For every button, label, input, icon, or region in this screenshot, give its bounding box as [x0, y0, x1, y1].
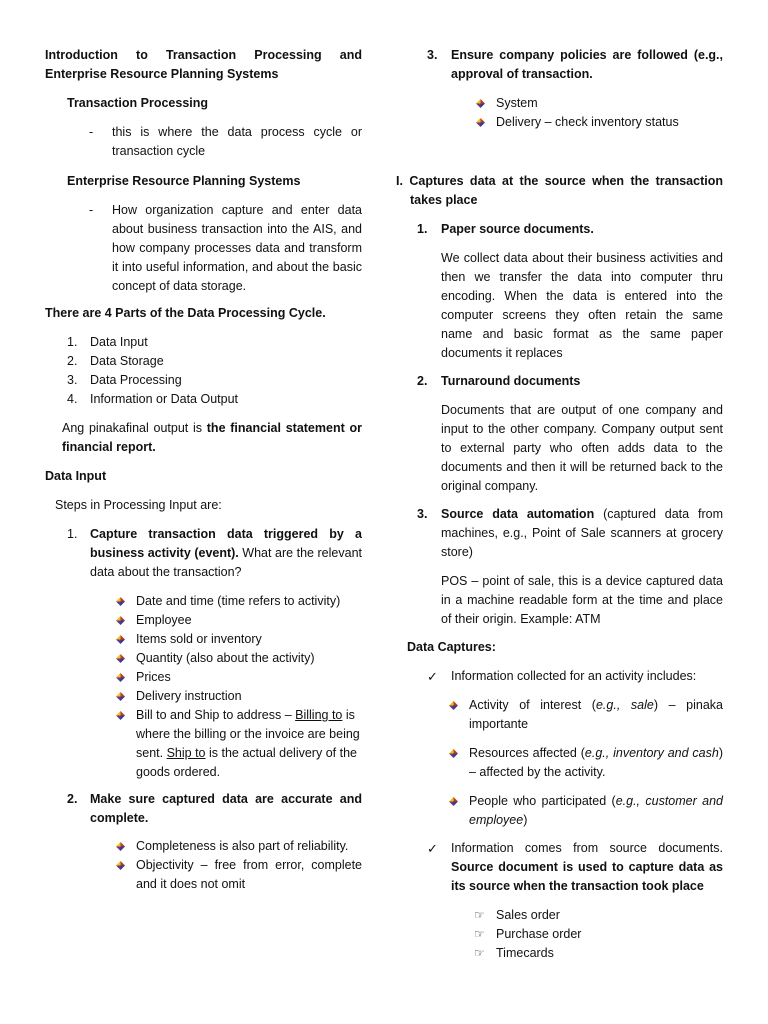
- diamond-bullet-icon: [447, 792, 469, 811]
- diamond-bullet-icon: [114, 592, 136, 611]
- diamond-bullet-icon: [447, 696, 469, 715]
- final-output-note: Ang pinakafinal output is the financial statement or financial report.: [62, 421, 362, 454]
- pos-desc: POS – point of sale, this is a device captured data in a machine readable form at the time and place of their origin. Example: ATM: [441, 574, 723, 626]
- data-input-heading: Data Input: [45, 469, 107, 483]
- list-item: Bill to and Ship to address – Billing to is where the billing or the invoice are being sent. Ship to is the actual delivery of the goods ordered.: [114, 706, 362, 782]
- diamond-bullet-icon: [474, 94, 496, 113]
- list-item: Items sold or inventory: [114, 630, 362, 649]
- pointing-hand-icon: ☞: [474, 927, 485, 941]
- diamond-bullet-icon: [114, 856, 136, 875]
- list-item: ☞ Sales order: [474, 906, 723, 925]
- list-item: Objectivity – free from error, complete and it does not omit: [114, 856, 362, 894]
- sub-2-heading: 2. Turnaround documents: [417, 374, 581, 388]
- step-3-list: [474, 94, 723, 132]
- list-item: Employee: [114, 611, 362, 630]
- check-item-2: ✓ Information comes from source documents. Source document is used to capture data as its source when the transaction took place: [427, 839, 723, 896]
- document-title: Introduction to Transaction Processing and Enterprise Resource Planning Systems: [45, 48, 362, 81]
- diamond-bullet-icon: [114, 837, 136, 856]
- step-2-list: [114, 837, 362, 894]
- step-2: 2. Make sure captured data are accurate and complete.: [67, 792, 362, 825]
- sub-3: 3. Source data automation (captured data from machines, e.g., Point of Sale scanners at grocery store): [417, 507, 723, 559]
- list-item: Delivery instruction: [114, 687, 362, 706]
- list-item: 1. Data Input: [67, 335, 148, 349]
- diamond-bullet-icon: [114, 649, 136, 668]
- check-mark-icon: ✓: [427, 841, 438, 856]
- list-item: Completeness is also part of reliability.: [114, 837, 362, 856]
- diamond-bullet-icon: [447, 744, 469, 763]
- pointing-hand-icon: ☞: [474, 946, 485, 960]
- steps-intro: Steps in Processing Input are:: [55, 498, 222, 512]
- list-item: 3. Data Processing: [67, 373, 182, 387]
- parts-heading: There are 4 Parts of the Data Processing Cycle.: [45, 306, 326, 320]
- list-item: Activity of interest (e.g., sale) – pinaka importante: [447, 696, 723, 734]
- diamond-bullet-icon: [114, 687, 136, 706]
- sub-1-heading: 1. Paper source documents.: [417, 222, 594, 236]
- check-item-1: ✓ Information collected for an activity includes:: [427, 669, 697, 684]
- list-item: System: [474, 94, 723, 113]
- erp-heading: Enterprise Resource Planning Systems: [67, 174, 301, 188]
- dash-marker: -: [89, 125, 94, 139]
- dash-marker: -: [89, 203, 94, 217]
- transaction-processing-heading: Transaction Processing: [67, 96, 209, 110]
- list-item: Date and time (time refers to activity): [114, 592, 362, 611]
- info-list: [447, 696, 723, 830]
- step-1-list: [114, 592, 362, 782]
- erp-desc: [89, 201, 362, 296]
- pointing-hand-icon: ☞: [474, 908, 485, 922]
- tp-desc-text: this is where the data process cycle or transaction cycle: [112, 125, 362, 158]
- list-item: Resources affected (e.g., inventory and cash) – affected by the activity.: [447, 744, 723, 782]
- diamond-bullet-icon: [114, 611, 136, 630]
- step-3: 3. Ensure company policies are followed (e.g., approval of transaction.: [427, 48, 723, 81]
- list-item: People who participated (e.g., customer and employee): [447, 792, 723, 830]
- sub-2-desc: Documents that are output of one company and input to the other company. Company output sent to external party who often adds data to the documents and then it will be returned back to the original company.: [441, 403, 723, 493]
- diamond-bullet-icon: [114, 706, 136, 725]
- capture-heading: I. Captures data at the source when the transaction takes place: [396, 174, 723, 207]
- list-item: Delivery – check inventory status: [474, 113, 723, 132]
- parts-list: [67, 333, 362, 409]
- transaction-processing-desc: [89, 123, 362, 161]
- step-1: 1. Capture transaction data triggered by a business activity (event). What are the relevant data about the transaction?: [67, 527, 362, 579]
- list-item: 4. Information or Data Output: [67, 392, 238, 406]
- list-item: ☞ Purchase order: [474, 925, 723, 944]
- erp-desc-text: How organization capture and enter data about business transaction into the AIS, and how company processes data and transform it into useful information, and about the basic concept of data storage.: [112, 203, 362, 293]
- check-mark-icon: ✓: [427, 669, 438, 684]
- source-docs-list: [474, 906, 723, 963]
- list-item: Quantity (also about the activity): [114, 649, 362, 668]
- list-item: Prices: [114, 668, 362, 687]
- diamond-bullet-icon: [474, 113, 496, 132]
- sub-1-desc: We collect data about their business activities and then we transfer the data into computer thru encoding. When the data is entered into the computer screens they often retain the same name and basic format as the same paper documents it replaces: [441, 251, 723, 360]
- list-item: 2. Data Storage: [67, 354, 164, 368]
- diamond-bullet-icon: [114, 630, 136, 649]
- list-item: ☞ Timecards: [474, 944, 723, 963]
- data-captures-heading: Data Captures:: [407, 640, 496, 654]
- diamond-bullet-icon: [114, 668, 136, 687]
